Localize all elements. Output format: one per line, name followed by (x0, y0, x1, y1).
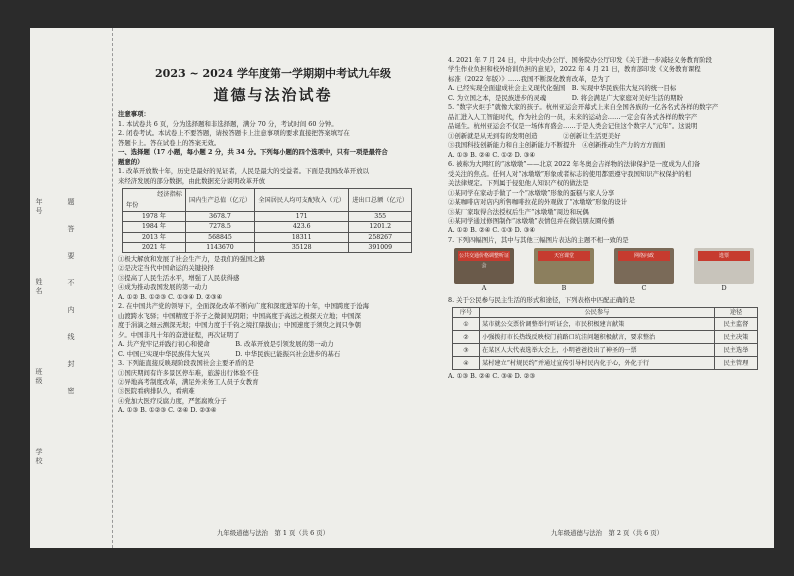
question-5-option: ①创新就是从无到有的发明创造 ②创新让生活更美好 (448, 131, 621, 140)
exam-subject: 道德与法治试卷 (213, 86, 333, 105)
picture-label: 网络问政 (618, 251, 670, 261)
economic-data-table (122, 188, 412, 253)
table-row: ② 小强拨打市长热线反映校门前路口坑洼问题积极献言，要求整治 民主决策 (453, 331, 758, 344)
notes-line: 1. 本试卷共 6 页，分为选择题和非选择题，满分 70 分，考试时间 60 分钟。 (118, 119, 338, 128)
table-header: 进出口总额（亿元） (349, 189, 412, 212)
question-3-line: ①国庆期间有许多景区停车难，旅游出行体验不佳 (118, 368, 259, 377)
civic-participation-table (452, 307, 758, 370)
exam-title: 2023 ~ 2024 学年度第一学期期中考试九年级 (155, 67, 391, 80)
question-4-choices: A. 已经实现全面建成社会主义现代化强国 B. 实现中华民族伟大复兴的统一目标 (448, 84, 677, 93)
question-6-line: 受关注的焦点。任何人对“冰墩墩”形象或者标志的使用都需遵守我国知识产权保护的相 (448, 169, 691, 178)
table-row: 2013 年 568845 18311 258267 (123, 232, 412, 242)
picture-label: 公共交通价格调整听证会 (458, 253, 509, 270)
picture-caption: B (561, 284, 567, 293)
notes-heading: 注意事项： (118, 110, 150, 119)
ballot-cartoon (694, 248, 754, 284)
table-header-row: 序号 公民参与 途径 (453, 308, 758, 318)
picture-caption: D (721, 284, 727, 293)
table-row: 1978 年 3678.7 171 355 (123, 212, 412, 222)
picture-b (534, 248, 594, 293)
question-5-line: 品汇进入人工智能时代，作为社会的一员，未来的运动会……一定会有各式各样的数字产 (448, 112, 698, 121)
question-2-line: 夕。中国非凡十年的奋进征程，再次证明了 (118, 330, 240, 339)
picture-d (694, 248, 754, 293)
binding-exam-number: 年号 (35, 198, 43, 216)
question-1-choices: A. ①② B. ①②③ C. ①③④ D. ②③④ (118, 292, 223, 301)
picture-label: 选票 (698, 251, 750, 261)
notes-line: 2. 闭卷考试。本试卷上不要答题，请按答题卡上注意事项的要求直接把答案填写在 (118, 129, 350, 138)
binding-school: 学校 (35, 448, 43, 466)
table-row: ① 某市就公交票价调整举行听证会，市民积极建言献策 民主监督 (453, 318, 758, 331)
question-6-option: ③某厂家取得合法授权后生产“冰墩墩”周边和玩偶 (448, 207, 589, 216)
table-corner-cell: 经济指标 年份 (123, 189, 186, 212)
binding-name: 姓名 (35, 278, 43, 296)
picture-c (614, 248, 674, 293)
notes-line: 答题卡上。答在试卷上的答案无效。 (118, 138, 221, 147)
question-5-option: ③我国科技创新能力和自主创新能力不断提升 ④创新推动生产力的方方面面 (448, 141, 666, 150)
picture-caption: A (481, 284, 487, 293)
table-row: 1984 年 7278.5 423.6 1201.2 (123, 222, 412, 232)
hearing-photo (454, 248, 514, 284)
question-6-line: 6. 被称为大网红的“冰墩墩”——北京 2022 年冬奥会吉祥物的法律保护是一度成为人们备 (448, 160, 701, 169)
exam-page-2 (448, 28, 766, 548)
question-4-line: 标准（2022 年版）》……我国不断深化教育改革，是为了 (448, 74, 611, 83)
online-politics-photo (614, 248, 674, 284)
section-heading: 一、选择题（17 小题，每小题 2 分，共 34 分。下列每小题的四个选项中，只有一项是最符合 (118, 148, 388, 157)
question-8-stem: 8. 关于公民参与民主生活的形式和途径，下列表格中匹配正确的是 (448, 295, 636, 304)
question-1-stem: 来经济发展的部分数据，由此数据充分说明改革开放 (118, 176, 265, 185)
table-row: 2021 年 1143670 35128 391009 (123, 242, 412, 252)
page-footer: 九年级道德与法治 第 2 页（共 6 页） (550, 528, 664, 537)
question-6-option: ①某同学在家动手做了一个“冰墩墩”形象的蛋糕与家人分享 (448, 188, 615, 197)
question-1-option: ③提高了人民生活水平，增强了人民获得感 (118, 273, 240, 282)
table-header: 国内生产总值（亿元） (186, 189, 255, 212)
question-6-option: ④某同学通过修图制作“冰墩墩”表情包并在微信朋友圈传播 (448, 216, 615, 225)
question-5-choices: A. ①③ B. ②④ C. ①② D. ③④ (448, 150, 536, 159)
question-2-line: 2. 在中国共产党的领导下，全面深化改革不断向广度和深度进军的十年，中国跨度于沧海 (118, 302, 369, 311)
question-7-stem: 7. 下列四幅图片，其中与其他三幅图片表达的主题不相一致的是 (448, 235, 629, 244)
question-1-option: ②是决定当代中国命运的关键抉择 (118, 264, 214, 273)
question-5-line: 5. “数字火炬手”就像大家的孩子。杭州亚运会开幕式上来自全国各族的一亿各名式各样的数字产 (448, 103, 719, 112)
picture-label: 天宫课堂 (538, 251, 590, 261)
binding-seal-line: 题 答 要 不 内 线 封 密 (67, 198, 75, 396)
question-6-line: 关法律规定。下列属于侵犯他人知识产权的做法是 (448, 179, 589, 188)
question-4-line: 学生作业负担和校外培训负担的意见》，2022 年 4 月 21 日，教育部印发《义务教育课程 (448, 65, 701, 74)
question-1-option: ④成为推动我国发展的第一动力 (118, 283, 208, 292)
question-2-line: 度于涓滴之细云测深无垠；中国力度于千钧之境扛鼎拔山；中国速度于须臾之间只争朝 (118, 321, 361, 330)
question-2-choices: A. 共产党牢记并践行初心和使命 B. 改革开放是引领发展的第一动力 (118, 340, 334, 349)
question-3-line: ④党加大医疗反腐力度，严惩腐败分子 (118, 396, 227, 405)
question-4-choices: C. 为立国之本，是民族进步的灵魂 D. 将会满足广大家庭对美好生活的期盼 (448, 93, 683, 102)
question-1-stem: 1. 改革开放数十年，历史是最好的见证者，人民是最大的受益者。下面是我国改革开放以 (118, 167, 369, 176)
notes-section (118, 110, 428, 148)
exam-page-1 (118, 28, 428, 548)
table-header: 全国居民人均可支配收入（元） (254, 189, 348, 212)
question-2-choices: C. 中国已实现中华民族伟大复兴 D. 中华民族已能振兴社会进步的基石 (118, 349, 341, 358)
question-3-line: 3. 下列能直接反映现阶段我国社会主要矛盾的是 (118, 359, 254, 368)
table-row: ③ 在某区人大代表选举大会上，小明爸爸投出了神圣的一票 民主选举 (453, 344, 758, 357)
question-7-pictures (454, 248, 754, 293)
binding-class: 班级 (35, 368, 43, 386)
question-3-line: ②异地高考制度改革，满足外来务工人员子女教育 (118, 377, 259, 386)
picture-caption: C (641, 284, 647, 293)
question-6-choices: A. ①② B. ②④ C. ①③ D. ③④ (448, 226, 536, 235)
scanned-exam-sheet (30, 28, 774, 548)
binding-margin (30, 28, 113, 548)
question-2-line: 山渡跨水飞驿；中国精度于芥子之微洞见阴阳；中国高度于高远之极探天立地；中国深 (118, 311, 361, 320)
table-row: ④ 某村建立“村规民约”并通过宣传引导村民内化于心，外化于行 民主管理 (453, 357, 758, 370)
question-1-option: ①极大解放和发展了社会生产力，是我们的强国之路 (118, 254, 265, 263)
question-6-option: ②某咖啡店对店内所售咖啡拉花的外观做了“冰墩墩”形象的设计 (448, 198, 628, 207)
question-8-choices: A. ①③ B. ②④ C. ③④ D. ②③ (448, 372, 536, 381)
section-heading: 题意的） (118, 157, 144, 166)
question-3-choices: A. ①③ B. ①②③ C. ②④ D. ②③④ (118, 406, 217, 415)
question-5-line: 品诞生。杭州亚运会不仅是一场体育盛会……于是人类会记住这个数字人“元年”。这说明 (448, 122, 698, 131)
question-3-line: ③医院看病排队久，看病难 (118, 387, 195, 396)
picture-a (454, 248, 514, 293)
classroom-photo (534, 248, 594, 284)
question-4-line: 4. 2021 年 7 月 24 日，中共中央办公厅、国务院办公厅印发《关于进一步减轻义务教育阶段 (448, 56, 713, 64)
page-footer: 九年级道德与法治 第 1 页（共 6 页） (216, 528, 330, 537)
